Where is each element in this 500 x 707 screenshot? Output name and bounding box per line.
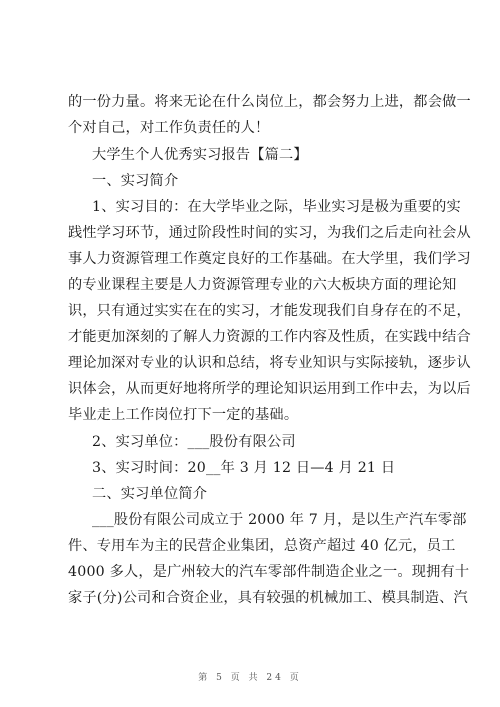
text-line: 践性学习环节，通过阶段性时间的实习，为我们之后走向社会从 xyxy=(68,225,471,241)
text-line: 1、实习目的：在大学毕业之际，毕业实习是极为重要的实 xyxy=(92,199,461,215)
page-number: 第 5 页 共 24 页 xyxy=(198,673,302,683)
text-line: 识，只有通过实实在在的实习，才能发现我们自身存在的不足， xyxy=(68,303,471,319)
text-line: 4000 多人，是广州较大的汽车零部件制造企业之一。现拥有十 xyxy=(68,564,470,580)
text-line: 事人力资源管理工作奠定良好的工作基础。在大学里，我们学习 xyxy=(68,251,471,267)
text-line: 个对自己，对工作负责任的人！ xyxy=(68,120,270,136)
text-line: 毕业走上工作岗位打下一定的基础。 xyxy=(68,407,299,423)
text-line: 才能更加深刻的了解人力资源的工作内容及性质，在实践中结合 xyxy=(68,329,471,345)
text-line: 的专业课程主要是人力资源管理专业的六大板块方面的理论知 xyxy=(68,277,457,293)
text-line: 3、实习时间：20__年 3 月 12 日—4 月 21 日 xyxy=(92,460,396,476)
text-line: 识体会，从而更好地将所学的理论知识运用到工作中去，为以后 xyxy=(68,381,471,397)
text-line: 家子(分)公司和合资企业，具有较强的机械加工、模具制造、汽 xyxy=(68,590,468,606)
section-heading: 一、实习简介 xyxy=(92,173,179,189)
text-line: 2、实习单位：___股份有限公司 xyxy=(92,434,296,450)
text-line: 件、专用车为主的民营企业集团，总资产超过 40 亿元，员工 xyxy=(68,538,456,554)
section-title: 大学生个人优秀实习报告【篇二】 xyxy=(92,147,308,163)
section-heading: 二、实习单位简介 xyxy=(92,486,208,502)
text-line: 理论加深对专业的认识和总结，将专业知识与实际接轨，逐步认 xyxy=(68,355,471,371)
text-line: 的一份力量。将来无论在什么岗位上，都会努力上进，都会做一 xyxy=(68,94,471,110)
text-line: ___股份有限公司成立于 2000 年 7 月，是以生产汽车零部 xyxy=(92,512,467,528)
